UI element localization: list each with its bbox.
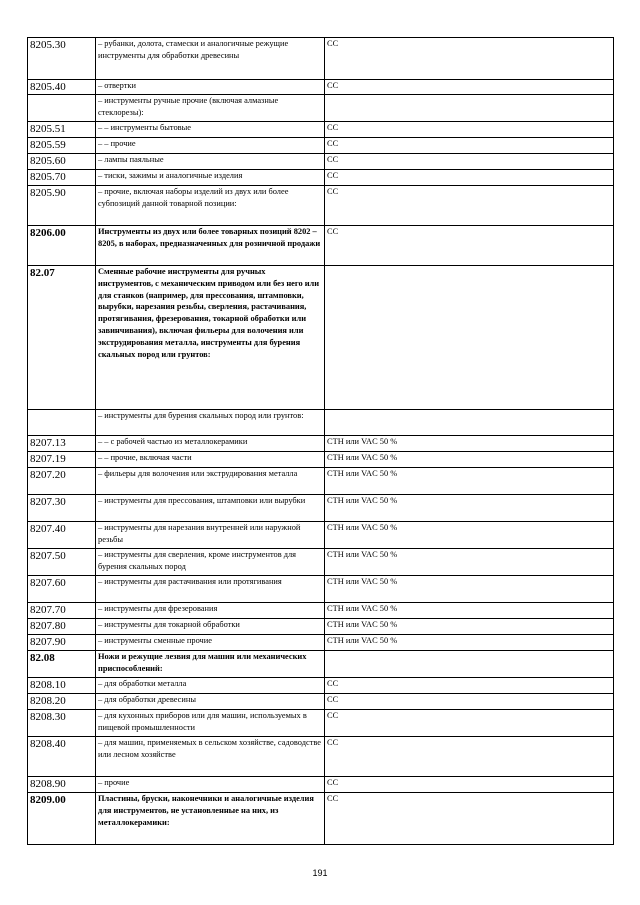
table-row <box>28 619 614 635</box>
origin-criterion: СТН или VAC 50 % <box>325 576 614 603</box>
hs-code: 8206.00 <box>28 226 96 266</box>
goods-description: – отвертки <box>96 80 325 95</box>
table-row <box>28 154 614 170</box>
origin-criterion: СС <box>325 694 614 710</box>
origin-criterion <box>325 95 614 122</box>
hs-code: 82.08 <box>28 651 96 678</box>
goods-description: – инструменты для бурения скальных пород или грунтов: <box>96 410 325 436</box>
table-row <box>28 651 614 678</box>
document-page <box>27 37 613 845</box>
origin-criterion <box>325 651 614 678</box>
table-row <box>28 678 614 694</box>
hs-code: 8205.59 <box>28 138 96 154</box>
hs-code: 8207.20 <box>28 468 96 495</box>
goods-description: – – инструменты бытовые <box>96 122 325 138</box>
goods-description: – инструменты для прессования, штамповки или вырубки <box>96 495 325 522</box>
goods-description: – для машин, применяемых в сельском хозяйстве, садоводстве или лесном хозяйстве <box>96 737 325 777</box>
goods-description: – инструменты для сверления, кроме инструментов для бурения скальных пород <box>96 549 325 576</box>
hs-code <box>28 410 96 436</box>
hs-code: 8205.90 <box>28 186 96 226</box>
hs-code: 8209.00 <box>28 793 96 845</box>
hs-code: 8208.30 <box>28 710 96 737</box>
hs-code: 8205.30 <box>28 38 96 80</box>
table-row <box>28 122 614 138</box>
goods-description: – – с рабочей частью из металлокерамики <box>96 436 325 452</box>
origin-criterion: СТН или VAC 50 % <box>325 436 614 452</box>
hs-code: 8207.30 <box>28 495 96 522</box>
table-row <box>28 226 614 266</box>
hs-code: 8207.80 <box>28 619 96 635</box>
hs-code: 8207.19 <box>28 452 96 468</box>
origin-criterion: СТН или VAC 50 % <box>325 468 614 495</box>
origin-criterion: СС <box>325 793 614 845</box>
origin-criterion: СС <box>325 737 614 777</box>
hs-code: 8208.10 <box>28 678 96 694</box>
goods-description: – инструменты сменные прочие <box>96 635 325 651</box>
hs-code: 8208.40 <box>28 737 96 777</box>
origin-criterion: СТН или VAC 50 % <box>325 619 614 635</box>
origin-criterion: СТН или VAC 50 % <box>325 495 614 522</box>
origin-criterion: СС <box>325 122 614 138</box>
table-row <box>28 266 614 410</box>
table-row <box>28 468 614 495</box>
table-row <box>28 603 614 619</box>
goods-description: – фильеры для волочения или экструдирования металла <box>96 468 325 495</box>
goods-description: – рубанки, долота, стамески и аналогичные режущие инструменты для обработки древесины <box>96 38 325 80</box>
tariff-table <box>27 37 614 845</box>
origin-criterion: СС <box>325 226 614 266</box>
goods-description: Пластины, бруски, наконечники и аналогичные изделия для инструментов, не установленные на них, из металлокерамики: <box>96 793 325 845</box>
table-row <box>28 80 614 95</box>
goods-description: – тиски, зажимы и аналогичные изделия <box>96 170 325 186</box>
table-row <box>28 793 614 845</box>
origin-criterion: СС <box>325 38 614 80</box>
goods-description: Ножи и режущие лезвия для машин или механических приспособлений: <box>96 651 325 678</box>
table-row <box>28 710 614 737</box>
hs-code: 8207.50 <box>28 549 96 576</box>
goods-description: – инструменты для токарной обработки <box>96 619 325 635</box>
table-row <box>28 737 614 777</box>
table-row <box>28 170 614 186</box>
goods-description: – инструменты ручные прочие (включая алмазные стеклорезы): <box>96 95 325 122</box>
goods-description: – для кухонных приборов или для машин, используемых в пищевой промышленности <box>96 710 325 737</box>
origin-criterion: СТН или VAC 50 % <box>325 635 614 651</box>
table-row <box>28 38 614 80</box>
origin-criterion: СС <box>325 138 614 154</box>
hs-code: 8205.51 <box>28 122 96 138</box>
hs-code: 8208.20 <box>28 694 96 710</box>
table-row <box>28 95 614 122</box>
table-row <box>28 186 614 226</box>
goods-description: – прочие <box>96 777 325 793</box>
hs-code: 8207.60 <box>28 576 96 603</box>
goods-description: – прочие, включая наборы изделий из двух или более субпозиций данной товарной позиции: <box>96 186 325 226</box>
origin-criterion: СС <box>325 710 614 737</box>
table-row <box>28 522 614 549</box>
origin-criterion: СТН или VAC 50 % <box>325 452 614 468</box>
hs-code: 8205.40 <box>28 80 96 95</box>
hs-code: 8205.60 <box>28 154 96 170</box>
hs-code: 82.07 <box>28 266 96 410</box>
origin-criterion: СТН или VAC 50 % <box>325 603 614 619</box>
origin-criterion: СТН или VAC 50 % <box>325 549 614 576</box>
goods-description: – – прочие, включая части <box>96 452 325 468</box>
goods-description: – инструменты для нарезания внутренней или наружной резьбы <box>96 522 325 549</box>
origin-criterion: СС <box>325 186 614 226</box>
table-row <box>28 495 614 522</box>
table-row <box>28 777 614 793</box>
origin-criterion: СС <box>325 80 614 95</box>
goods-description: Инструменты из двух или более товарных позиций 8202 – 8205, в наборах, предназначенных для розничной продажи <box>96 226 325 266</box>
hs-code: 8207.90 <box>28 635 96 651</box>
table-row <box>28 138 614 154</box>
table-row <box>28 576 614 603</box>
origin-criterion: СС <box>325 154 614 170</box>
origin-criterion: СС <box>325 170 614 186</box>
hs-code <box>28 95 96 122</box>
hs-code: 8207.70 <box>28 603 96 619</box>
goods-description: – для обработки металла <box>96 678 325 694</box>
goods-description: – – прочие <box>96 138 325 154</box>
origin-criterion <box>325 410 614 436</box>
table-row <box>28 549 614 576</box>
table-row <box>28 452 614 468</box>
table-row <box>28 410 614 436</box>
goods-description: – для обработки древесины <box>96 694 325 710</box>
table-row <box>28 694 614 710</box>
origin-criterion: СС <box>325 777 614 793</box>
goods-description: – лампы паяльные <box>96 154 325 170</box>
origin-criterion <box>325 266 614 410</box>
hs-code: 8205.70 <box>28 170 96 186</box>
hs-code: 8208.90 <box>28 777 96 793</box>
hs-code: 8207.40 <box>28 522 96 549</box>
hs-code: 8207.13 <box>28 436 96 452</box>
page-number: 191 <box>312 868 328 878</box>
goods-description: Сменные рабочие инструменты для ручных инструментов, с механическим приводом или без него или для станков (например, для прессования, штамповки, вырубки, нарезания резьбы, сверления, растачивания, протягивания, фрезерования, токарной обработки или завинчивания), включая фильеры для волочения или экструдирования металла, инструменты для бурения скальных пород или грунтов: <box>96 266 325 410</box>
table-row <box>28 436 614 452</box>
goods-description: – инструменты для фрезерования <box>96 603 325 619</box>
tariff-table-body <box>28 38 614 845</box>
origin-criterion: СС <box>325 678 614 694</box>
goods-description: – инструменты для растачивания или протягивания <box>96 576 325 603</box>
table-row <box>28 635 614 651</box>
origin-criterion: СТН или VAC 50 % <box>325 522 614 549</box>
